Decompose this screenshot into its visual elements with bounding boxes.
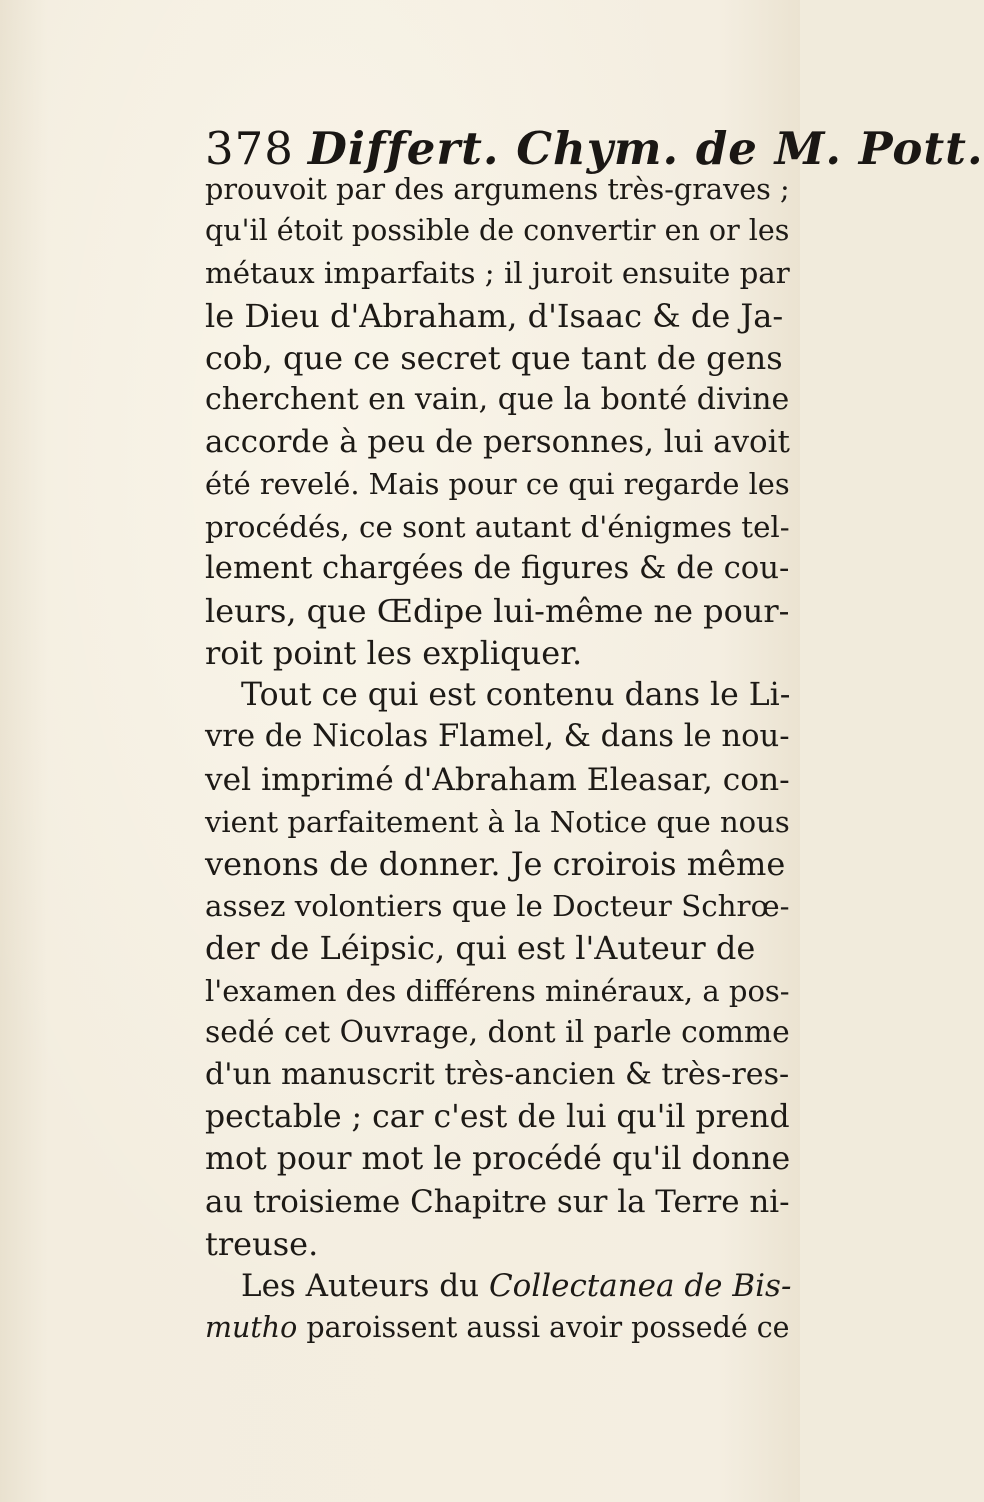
text-line: cob, que ce secret que tant de gens xyxy=(205,338,783,377)
text-line: d'un manuscrit très-ancien & très-res- xyxy=(205,1056,790,1092)
text-line: Tout ce qui est contenu dans le Li- xyxy=(241,677,791,714)
running-title: Differt. Chym. de M. Pott. xyxy=(307,122,984,175)
text-line: vel imprimé d'Abraham Eleasar, con- xyxy=(205,761,790,798)
text-line: venons de donner. Je croirois même xyxy=(205,845,786,883)
text-line: lement chargées de figures & de cou- xyxy=(205,550,790,586)
text-line: le Dieu d'Abraham, d'Isaac & de Ja- xyxy=(205,296,784,335)
text-line: l'examen des différens minéraux, a pos- xyxy=(205,973,790,1008)
text-line: leurs, que Œdipe lui-même ne pour- xyxy=(205,591,790,630)
text-line: accorde à peu de personnes, lui avoit xyxy=(205,424,790,461)
text-line: pectable ; car c'est de lui qu'il prend xyxy=(205,1099,790,1136)
text-line: cherchent en vain, que la bonté divine xyxy=(205,381,790,417)
body-text xyxy=(205,168,792,1349)
page-number: 378 xyxy=(205,122,294,175)
text-line: der de Léipsic, qui est l'Auteur de xyxy=(205,929,756,968)
text-line: procédés, ce sont autant d'énigmes tel- xyxy=(205,509,790,544)
text-line: prouvoit par des argumens très-graves ; xyxy=(205,172,790,206)
text-line: vre de Nicolas Flamel, & dans le nou- xyxy=(205,719,790,755)
text-line: roit point les expliquer. xyxy=(205,634,583,673)
text-line: assez volontiers que le Docteur Schrœ- xyxy=(205,889,790,924)
italic-title: Collectanea de Bis- xyxy=(488,1267,792,1304)
text-span: Les Auteurs du xyxy=(241,1267,489,1304)
text-line: au troisieme Chapitre sur la Terre ni- xyxy=(205,1183,790,1220)
text-line: qu'il étoit possible de convertir en or les xyxy=(205,214,790,248)
text-line xyxy=(205,1307,790,1349)
text-span: paroissent aussi avoir possedé ce xyxy=(297,1311,790,1345)
text-line: sedé cet Ouvrage, dont il parle comme xyxy=(205,1014,790,1050)
text-line xyxy=(205,1265,792,1307)
text-line: été revelé. Mais pour ce qui regarde les xyxy=(205,467,790,502)
italic-title: mutho xyxy=(205,1311,298,1345)
text-line: vient parfaitement à la Notice que nous xyxy=(205,804,790,839)
text-line: treuse. xyxy=(205,1224,319,1263)
text-line: mot pour mot le procédé qu'il donne xyxy=(205,1141,791,1178)
text-line: métaux imparfaits ; il juroit ensuite par xyxy=(205,256,790,291)
